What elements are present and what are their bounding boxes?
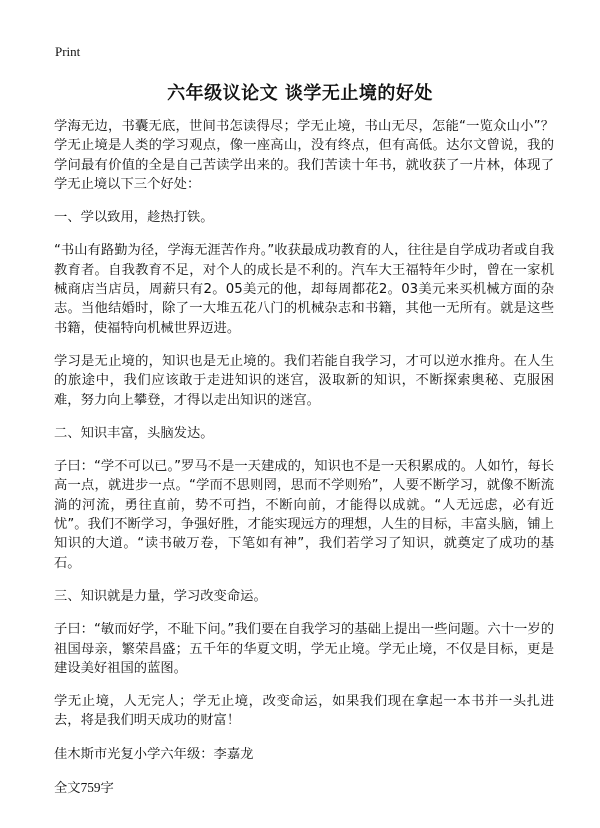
section-heading-2: 二、知识丰富，头脑发达。 — [54, 425, 214, 441]
section-3-paragraph-1: 子曰：“敏而好学，不耻下问。”我们要在自我学习的基础上提出一些问题。六十一岁的祖国母亲，繁荣昌盛；五千年的华夏文明，学无止境。学无止境，不仅是目标，更是建设美好祖国的蓝图。 — [54, 622, 554, 676]
section-1-paragraph-1: “书山有路勤为径，学海无涯苦作舟。”收获最成功教育的人，往往是自学成功者或自我教育者。自我教育不足，对个人的成长是不利的。汽车大王福特年少时，曾在一家机械商店当店员，周薪只有2。05美元的他，却每周都花2。03美元来买机械方面的杂志。当他结婚时，除了一大堆五花八门的机械杂志和书籍，其他一无所有。就是这些书籍，使福特向机械世界迈进。 — [54, 243, 554, 336]
section-1-paragraph-2: 学习是无止境的，知识也是无止境的。我们若能自我学习，才可以逆水推舟。在人生的旅途中，我们应该敢于走进知识的迷宫，汲取新的知识，不断探索奥秘、克服困难，努力向上攀登，才得以走出知识的迷宫。 — [54, 353, 554, 408]
article-title: 六年级议论文 谈学无止境的好处 — [167, 83, 433, 104]
section-heading-1: 一、学以致用，趁热打铁。 — [54, 210, 214, 226]
author-line: 佳木斯市光复小学六年级：李嘉龙 — [54, 746, 254, 762]
word-count: 全文759字 — [54, 780, 114, 796]
article-body — [54, 117, 554, 797]
section-3-paragraph-2: 学无止境，人无完人；学无止境，改变命运，如果我们现在拿起一本书并一头扎进去，将是我们明天成功的财富！ — [54, 694, 554, 729]
section-2-paragraph-1: 子曰：“学不可以已。”罗马不是一天建成的，知识也不是一天积累成的。人如竹，每长高一点，就进步一点。“学而不思则罔，思而不学则殆”，人要不断学习，就像不断流淌的河流，勇往直前，势不可挡，不断向前，才能得以成就。“人无远虑，必有近忧”。我们不断学习，争强好胜，才能实现远方的理想，人生的目标，丰富头脑，铺上知识的大道。“读书破万卷，下笔如有神”，我们若学习了知识，就奠定了成功的基石。 — [54, 459, 554, 571]
intro-paragraph: 学海无边，书囊无底，世间书怎读得尽；学无止境，书山无尽，怎能“一览众山小”？学无止境是人类的学习观点，像一座高山，没有终点，但有高低。达尔文曾说，我的学问最有价值的全是自己苦读学出来的。我们苦读十年书，就收获了一片林，体现了学无止境以下三个好处： — [54, 119, 554, 192]
section-heading-3: 三、知识就是力量，学习改变命运。 — [54, 588, 267, 604]
print-link[interactable]: Print — [55, 44, 81, 59]
